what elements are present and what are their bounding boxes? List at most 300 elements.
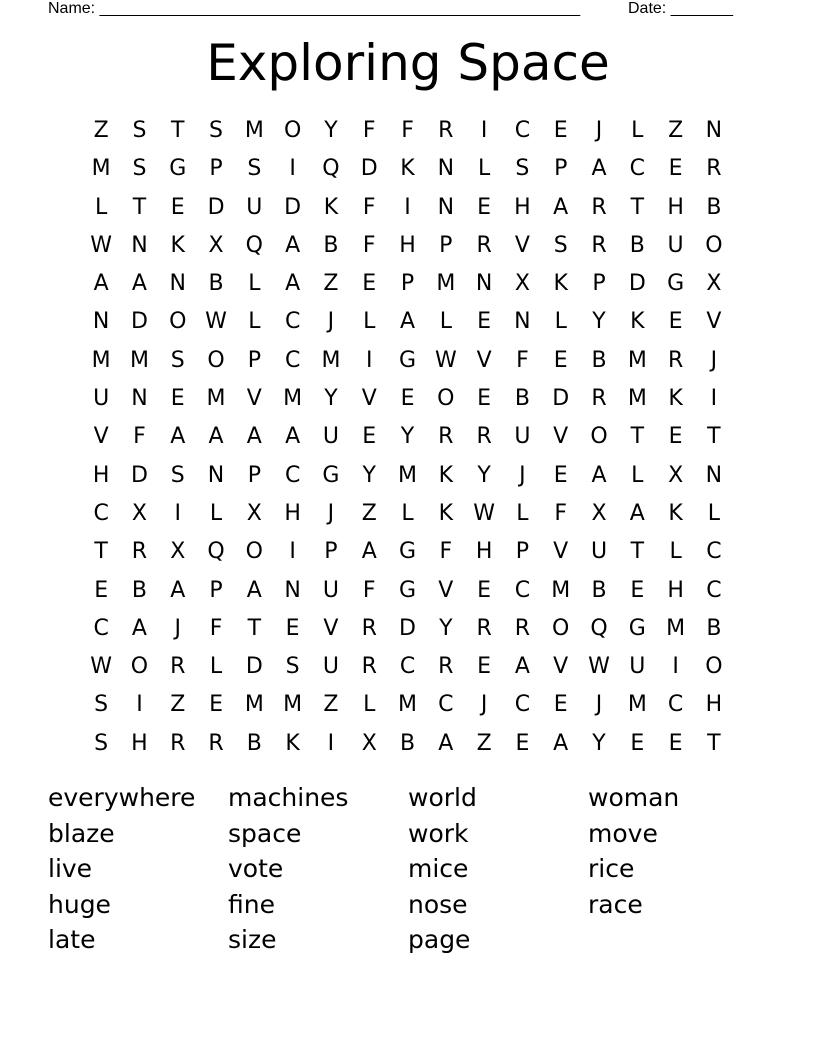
grid-letter[interactable]: R [706, 156, 722, 182]
grid-letter[interactable]: S [209, 118, 224, 143]
grid-letter[interactable]: E [668, 156, 683, 182]
grid-letter[interactable]: S [285, 654, 300, 680]
grid-letter[interactable]: P [554, 156, 568, 182]
grid-letter[interactable]: A [246, 577, 262, 603]
grid-letter[interactable]: A [438, 730, 454, 756]
grid-letter[interactable]: Z [323, 271, 339, 297]
grid-letter[interactable]: S [553, 232, 568, 258]
grid-letter[interactable]: B [208, 271, 224, 297]
grid-letter[interactable]: G [322, 462, 340, 488]
grid-letter[interactable]: X [208, 232, 224, 258]
grid-letter[interactable]: Q [245, 232, 263, 258]
grid-letter[interactable]: W [588, 654, 610, 680]
grid-letter[interactable]: H [705, 692, 723, 718]
grid-letter[interactable]: Z [361, 500, 377, 526]
grid-letter[interactable]: K [170, 232, 185, 258]
grid-letter[interactable]: M [244, 692, 264, 718]
date-blank-line[interactable]: _______ [670, 0, 733, 17]
grid-letter[interactable]: C [284, 309, 301, 335]
grid-letter[interactable]: J [710, 347, 718, 373]
grid-letter[interactable]: J [174, 615, 181, 641]
grid-letter[interactable]: S [515, 156, 530, 182]
grid-letter[interactable]: P [247, 462, 261, 488]
grid-letter[interactable]: R [170, 730, 186, 756]
grid-letter[interactable]: V [323, 615, 339, 641]
grid-letter[interactable]: R [591, 386, 607, 412]
grid-letter[interactable]: R [591, 194, 607, 220]
grid-letter[interactable]: C [284, 347, 301, 373]
grid-letter[interactable]: A [553, 194, 569, 220]
grid-letter[interactable]: B [629, 232, 645, 258]
grid-letter[interactable]: S [170, 462, 185, 488]
grid-letter[interactable]: C [438, 692, 454, 718]
grid-letter[interactable]: K [630, 309, 645, 335]
grid-letter[interactable]: K [668, 500, 683, 526]
grid-letter[interactable]: N [169, 271, 186, 297]
grid-letter[interactable]: B [514, 386, 530, 412]
grid-letter[interactable]: N [705, 462, 723, 488]
grid-letter[interactable]: R [361, 654, 377, 680]
grid-letter[interactable]: T [94, 539, 108, 565]
grid-letter[interactable]: E [362, 271, 377, 297]
date-field[interactable] [628, 0, 733, 18]
grid-letter[interactable]: E [94, 577, 109, 603]
grid-letter[interactable]: L [516, 500, 529, 526]
grid-letter[interactable]: M [283, 692, 303, 718]
grid-letter[interactable]: O [590, 424, 608, 450]
grid-letter[interactable]: N [437, 156, 455, 182]
grid-letter[interactable]: N [131, 386, 148, 412]
grid-letter[interactable]: G [398, 347, 417, 373]
grid-letter[interactable]: T [630, 539, 645, 565]
grid-letter[interactable]: H [92, 462, 110, 488]
word-search-grid [82, 113, 734, 764]
grid-letter[interactable]: S [94, 692, 109, 718]
grid-letter[interactable]: L [477, 156, 491, 182]
grid-letter[interactable]: E [477, 386, 492, 412]
grid-letter[interactable]: R [438, 118, 454, 143]
grid-letter[interactable]: F [133, 424, 146, 450]
grid-letter[interactable]: I [289, 156, 296, 182]
grid-letter[interactable]: K [323, 194, 339, 220]
grid-letter[interactable]: I [480, 118, 488, 143]
grid-letter[interactable]: A [246, 424, 262, 450]
grid-letter[interactable]: B [246, 730, 262, 756]
grid-letter[interactable]: Y [592, 730, 606, 756]
grid-letter[interactable]: L [209, 500, 223, 526]
grid-letter[interactable]: Z [668, 118, 684, 143]
grid-letter[interactable]: A [514, 654, 530, 680]
grid-letter[interactable]: Y [324, 118, 338, 143]
grid-letter[interactable]: L [707, 500, 721, 526]
grid-letter[interactable]: E [630, 577, 645, 603]
grid-letter[interactable]: F [554, 500, 568, 526]
grid-letter[interactable]: P [439, 232, 453, 258]
grid-letter[interactable]: V [246, 386, 262, 412]
grid-letter[interactable]: T [707, 730, 721, 756]
grid-letter[interactable]: U [93, 386, 110, 412]
grid-letter[interactable]: H [667, 194, 684, 220]
grid-letter[interactable]: E [477, 577, 492, 603]
grid-letter[interactable]: W [473, 500, 495, 526]
grid-letter[interactable]: Z [323, 692, 339, 718]
grid-letter[interactable]: V [93, 424, 109, 450]
grid-letter[interactable]: A [591, 462, 607, 488]
grid-letter[interactable]: I [289, 539, 296, 565]
grid-letter[interactable]: M [398, 692, 418, 718]
grid-letter[interactable]: E [170, 194, 185, 220]
grid-letter[interactable]: K [438, 462, 454, 488]
grid-letter[interactable]: E [668, 309, 683, 335]
grid-letter[interactable]: K [668, 386, 683, 412]
grid-letter[interactable]: M [666, 615, 686, 641]
grid-letter[interactable]: H [667, 577, 684, 603]
grid-letter[interactable]: N [705, 118, 723, 143]
grid-letter[interactable]: Y [362, 462, 376, 488]
grid-letter[interactable]: W [434, 347, 457, 373]
grid-letter[interactable]: F [401, 118, 414, 143]
grid-letter[interactable]: M [398, 462, 418, 488]
grid-letter[interactable]: I [710, 386, 718, 412]
grid-letter[interactable]: Y [324, 386, 338, 412]
grid-letter[interactable]: I [327, 730, 335, 756]
grid-letter[interactable]: O [169, 309, 187, 335]
grid-letter[interactable]: B [131, 577, 147, 603]
grid-letter[interactable]: O [705, 232, 723, 258]
grid-letter[interactable]: R [438, 424, 454, 450]
grid-letter[interactable]: V [553, 424, 569, 450]
grid-letter[interactable]: L [248, 309, 261, 335]
grid-letter[interactable]: M [283, 386, 303, 412]
grid-letter[interactable]: O [130, 654, 149, 680]
grid-letter[interactable]: R [438, 654, 454, 680]
grid-letter[interactable]: L [209, 654, 223, 680]
grid-letter[interactable]: C [514, 118, 531, 143]
grid-letter[interactable]: X [514, 271, 530, 297]
grid-letter[interactable]: V [553, 654, 569, 680]
grid-letter[interactable]: V [553, 539, 569, 565]
grid-letter[interactable]: D [628, 271, 646, 297]
grid-letter[interactable]: A [285, 232, 301, 258]
grid-letter[interactable]: J [519, 462, 526, 488]
grid-letter[interactable]: O [245, 539, 263, 565]
grid-letter[interactable]: L [631, 462, 644, 488]
grid-letter[interactable]: C [706, 577, 722, 603]
grid-letter[interactable]: O [552, 615, 570, 641]
grid-letter[interactable]: X [668, 462, 684, 488]
grid-letter[interactable]: S [132, 156, 147, 182]
grid-letter[interactable]: A [553, 730, 569, 756]
grid-letter[interactable]: R [476, 232, 492, 258]
grid-letter[interactable]: I [136, 692, 143, 718]
grid-letter[interactable]: B [591, 347, 607, 373]
grid-letter[interactable]: K [400, 156, 415, 182]
grid-letter[interactable]: A [285, 271, 301, 297]
grid-letter[interactable]: E [477, 194, 492, 220]
grid-letter[interactable]: Z [476, 730, 492, 756]
grid-letter[interactable]: G [398, 577, 417, 603]
grid-letter[interactable]: X [706, 271, 722, 297]
grid-letter[interactable]: V [476, 347, 492, 373]
grid-letter[interactable]: C [514, 577, 531, 603]
grid-letter[interactable]: V [706, 309, 722, 335]
grid-letter[interactable]: C [284, 462, 301, 488]
grid-letter[interactable]: J [327, 309, 335, 335]
grid-letter[interactable]: E [400, 386, 415, 412]
grid-letter[interactable]: L [401, 500, 414, 526]
grid-letter[interactable]: O [207, 347, 225, 373]
grid-letter[interactable]: H [131, 730, 148, 756]
grid-letter[interactable]: E [209, 692, 223, 718]
word-bank-item: everywhere [48, 783, 196, 812]
grid-letter[interactable]: F [439, 539, 453, 565]
grid-letter[interactable]: L [363, 309, 376, 335]
grid-letter[interactable]: T [630, 194, 645, 220]
grid-letter[interactable]: E [553, 692, 568, 718]
grid-letter[interactable]: R [476, 424, 492, 450]
grid-letter[interactable]: H [475, 539, 493, 565]
grid-letter[interactable]: E [630, 730, 645, 756]
grid-letter[interactable]: P [209, 577, 223, 603]
grid-letter[interactable]: M [627, 386, 647, 412]
grid-letter[interactable]: Z [170, 692, 186, 718]
grid-letter[interactable]: P [400, 271, 415, 297]
grid-letter[interactable]: G [667, 271, 685, 297]
grid-letter[interactable]: A [591, 156, 607, 182]
grid-letter[interactable]: U [629, 654, 646, 680]
grid-letter[interactable]: D [360, 156, 378, 182]
grid-letter[interactable]: E [668, 730, 683, 756]
grid-letter[interactable]: T [630, 424, 645, 450]
grid-letter[interactable]: W [90, 232, 113, 258]
grid-letter[interactable]: L [95, 194, 108, 220]
grid-letter[interactable]: L [363, 692, 376, 718]
grid-letter[interactable]: E [477, 654, 492, 680]
grid-letter[interactable]: A [208, 424, 224, 450]
grid-letter[interactable]: X [591, 500, 607, 526]
grid-letter[interactable]: L [248, 271, 261, 297]
grid-letter[interactable]: E [362, 424, 377, 450]
grid-letter[interactable]: Y [400, 424, 415, 450]
grid-letter[interactable]: R [514, 615, 531, 641]
grid-letter[interactable]: D [552, 386, 570, 412]
grid-letter[interactable]: G [398, 539, 417, 565]
grid-letter[interactable]: B [323, 232, 339, 258]
grid-letter[interactable]: A [399, 309, 416, 335]
grid-letter[interactable]: K [438, 500, 454, 526]
grid-letter[interactable]: D [130, 309, 148, 335]
grid-letter[interactable]: E [553, 118, 568, 143]
grid-letter[interactable]: Z [93, 118, 109, 143]
grid-letter[interactable]: I [404, 194, 411, 220]
grid-letter[interactable]: F [362, 118, 376, 143]
word-bank-item: late [48, 925, 96, 954]
grid-letter[interactable]: E [170, 386, 185, 412]
grid-letter[interactable]: U [322, 577, 339, 603]
grid-letter[interactable]: P [209, 156, 223, 182]
grid-letter[interactable]: S [247, 156, 262, 182]
grid-letter[interactable]: J [480, 692, 488, 718]
grid-letter[interactable]: Q [590, 615, 608, 641]
grid-letter[interactable]: V [514, 232, 530, 258]
grid-letter[interactable]: E [668, 424, 683, 450]
grid-letter[interactable]: A [361, 539, 377, 565]
grid-letter[interactable]: R [208, 730, 224, 756]
grid-letter[interactable]: F [362, 232, 376, 258]
grid-letter[interactable]: V [361, 386, 377, 412]
word-bank-column [408, 780, 588, 958]
grid-letter[interactable]: M [321, 347, 341, 373]
grid-letter[interactable]: C [93, 615, 109, 641]
grid-letter[interactable]: E [285, 615, 300, 641]
grid-letter[interactable]: U [667, 232, 684, 258]
grid-letter[interactable]: B [591, 577, 607, 603]
grid-letter[interactable]: D [207, 194, 225, 220]
grid-letter[interactable]: M [91, 156, 111, 182]
grid-letter[interactable]: K [553, 271, 568, 297]
grid-letter[interactable]: P [515, 539, 530, 565]
grid-letter[interactable]: L [631, 118, 644, 143]
grid-letter[interactable]: D [284, 194, 302, 220]
word-bank-item: nose [408, 889, 468, 919]
grid-letter[interactable]: A [93, 271, 109, 297]
grid-letter[interactable]: M [627, 692, 647, 718]
grid-letter[interactable]: L [669, 539, 682, 565]
word-bank-column [588, 780, 768, 958]
grid-letter[interactable]: C [514, 692, 531, 718]
grid-letter[interactable]: R [131, 539, 148, 565]
grid-letter[interactable]: W [205, 309, 227, 335]
grid-letter[interactable]: Y [477, 462, 491, 488]
grid-letter[interactable]: M [91, 347, 111, 373]
grid-letter[interactable]: S [132, 118, 147, 143]
grid-letter[interactable]: Q [322, 156, 340, 182]
name-blank-line[interactable]: ______________________________________________________ [99, 0, 581, 17]
grid-letter[interactable]: C [399, 654, 416, 680]
grid-letter[interactable]: N [131, 232, 148, 258]
grid-letter[interactable]: D [130, 462, 148, 488]
grid-letter[interactable]: P [324, 539, 338, 565]
grid-letter[interactable]: T [247, 615, 262, 641]
grid-letter[interactable]: L [439, 309, 452, 335]
grid-letter[interactable]: M [436, 271, 456, 297]
grid-letter[interactable]: F [362, 194, 376, 220]
grid-letter[interactable]: H [284, 500, 301, 526]
grid-letter[interactable]: F [516, 347, 529, 373]
grid-letter[interactable]: S [94, 730, 109, 756]
grid-letter[interactable]: N [92, 309, 110, 335]
grid-letter[interactable]: B [399, 730, 416, 756]
grid-letter[interactable]: B [706, 615, 722, 641]
grid-letter[interactable]: C [93, 500, 109, 526]
grid-letter[interactable]: U [322, 424, 339, 450]
grid-letter[interactable]: M [627, 347, 647, 373]
grid-letter[interactable]: A [285, 424, 301, 450]
grid-letter[interactable]: T [132, 194, 147, 220]
grid-letter[interactable]: A [131, 615, 147, 641]
grid-letter[interactable]: U [590, 539, 608, 565]
grid-letter[interactable]: M [206, 386, 226, 412]
grid-letter[interactable]: X [246, 500, 262, 526]
grid-letter[interactable]: R [476, 615, 492, 641]
grid-letter[interactable]: H [514, 194, 531, 220]
grid-letter[interactable]: N [437, 194, 455, 220]
grid-letter[interactable]: L [554, 309, 567, 335]
grid-letter[interactable]: Y [592, 309, 606, 335]
grid-letter[interactable]: D [399, 615, 416, 641]
grid-letter[interactable]: R [591, 232, 607, 258]
grid-letter[interactable]: E [477, 309, 492, 335]
grid-letter[interactable]: I [365, 347, 373, 373]
grid-letter[interactable]: J [327, 500, 335, 526]
grid-letter[interactable]: F [362, 577, 376, 603]
grid-letter[interactable]: G [628, 615, 646, 641]
grid-letter[interactable]: N [284, 577, 301, 603]
grid-letter[interactable]: A [131, 271, 147, 297]
grid-letter[interactable]: E [553, 347, 568, 373]
grid-letter[interactable]: T [707, 424, 721, 450]
grid-letter[interactable]: J [595, 692, 603, 718]
grid-letter[interactable]: R [361, 615, 377, 641]
grid-letter[interactable]: A [170, 424, 186, 450]
grid-letter[interactable]: X [361, 730, 377, 756]
grid-letter[interactable]: M [551, 577, 571, 603]
grid-letter[interactable]: M [129, 347, 149, 373]
grid-row [82, 687, 734, 725]
grid-letter[interactable]: Q [207, 539, 225, 565]
grid-letter[interactable]: U [246, 194, 263, 220]
grid-letter[interactable]: I [174, 500, 181, 526]
grid-letter[interactable]: R [667, 347, 684, 373]
grid-letter[interactable]: N [207, 462, 225, 488]
grid-letter[interactable]: N [475, 271, 493, 297]
grid-letter[interactable]: O [437, 386, 455, 412]
grid-letter[interactable]: A [629, 500, 645, 526]
grid-letter[interactable]: P [247, 347, 261, 373]
grid-letter[interactable]: C [706, 539, 722, 565]
grid-letter[interactable]: I [672, 654, 679, 680]
grid-letter[interactable]: X [131, 500, 147, 526]
grid-letter[interactable]: H [399, 232, 416, 258]
grid-letter[interactable]: A [170, 577, 186, 603]
grid-letter[interactable]: F [209, 615, 223, 641]
grid-letter[interactable]: Y [439, 615, 453, 641]
grid-letter[interactable]: S [170, 347, 185, 373]
grid-letter[interactable]: W [90, 654, 113, 680]
grid-letter[interactable]: U [514, 424, 531, 450]
grid-letter[interactable]: T [171, 118, 185, 143]
grid-letter[interactable]: C [667, 692, 684, 718]
grid-letter[interactable]: J [595, 118, 603, 143]
grid-letter[interactable]: U [322, 654, 339, 680]
grid-letter[interactable]: R [170, 654, 186, 680]
grid-letter[interactable]: E [553, 462, 568, 488]
grid-letter[interactable]: X [170, 539, 186, 565]
grid-letter[interactable]: C [629, 156, 645, 182]
grid-letter[interactable]: N [514, 309, 531, 335]
grid-letter[interactable]: M [244, 118, 264, 143]
grid-letter[interactable]: P [592, 271, 606, 297]
grid-letter[interactable]: D [245, 654, 263, 680]
grid-letter[interactable]: O [283, 118, 302, 143]
grid-letter[interactable]: B [706, 194, 722, 220]
grid-letter[interactable]: G [169, 156, 187, 182]
grid-letter[interactable]: K [285, 730, 300, 756]
grid-letter[interactable]: V [438, 577, 454, 603]
grid-letter[interactable]: O [705, 654, 723, 680]
grid-letter[interactable]: E [515, 730, 530, 756]
name-field[interactable] [48, 0, 580, 18]
